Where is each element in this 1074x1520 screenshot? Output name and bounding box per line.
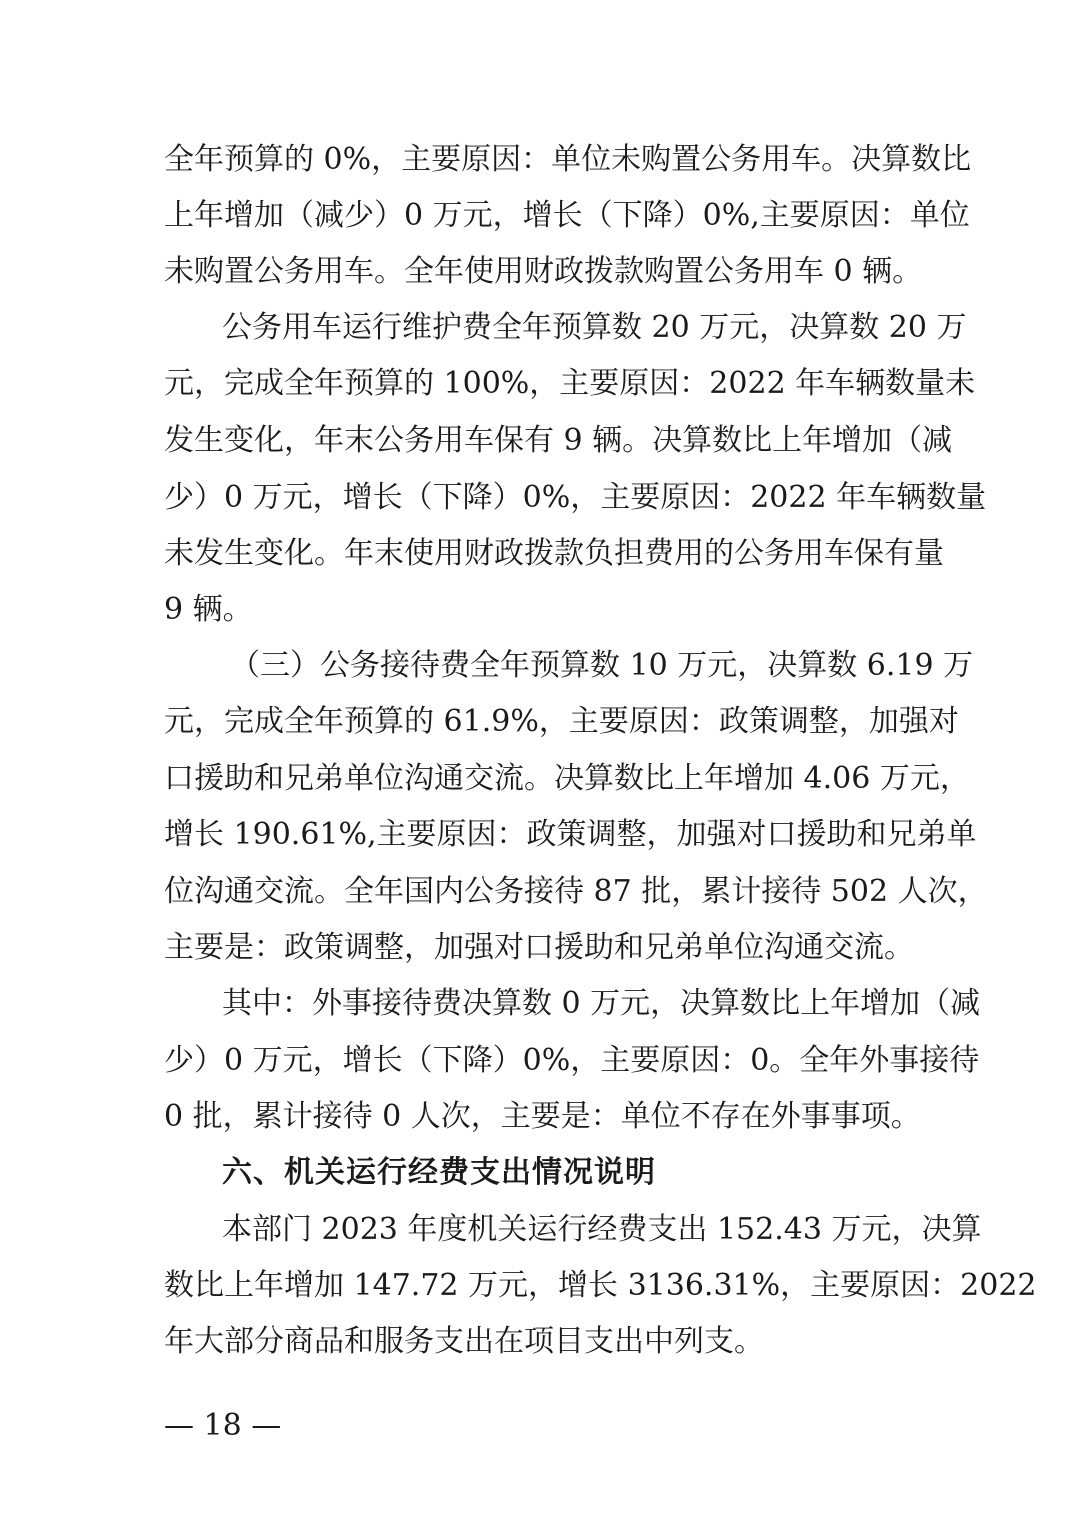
paragraph-line: 口援助和兄弟单位沟通交流。决算数比上年增加 4.06 万元， — [164, 761, 970, 796]
paragraph-line: 年大部分商品和服务支出在项目支出中列支。 — [164, 1324, 764, 1359]
page-number: — 18 — — [164, 1408, 282, 1443]
paragraph-line: 少）0 万元，增长（下降）0%，主要原因：2022 年车辆数量 — [164, 480, 987, 515]
paragraph-line: 位沟通交流。全年国内公务接待 87 批，累计接待 502 人次， — [164, 874, 988, 909]
section-heading: 六、机关运行经费支出情况说明 — [222, 1155, 656, 1190]
paragraph-line: 其中：外事接待费决算数 0 万元，决算数比上年增加（减 — [222, 986, 981, 1021]
paragraph-line: 元，完成全年预算的 100%，主要原因：2022 年车辆数量未 — [164, 366, 976, 401]
paragraph-line: 主要是：政策调整，加强对口援助和兄弟单位沟通交流。 — [164, 930, 914, 965]
paragraph-line: 全年预算的 0%，主要原因：单位未购置公务用车。决算数比 — [164, 142, 972, 177]
paragraph-line: 本部门 2023 年度机关运行经费支出 152.43 万元，决算 — [222, 1212, 982, 1247]
paragraph-line: 上年增加（减少）0 万元，增长（下降）0%,主要原因：单位 — [164, 198, 970, 233]
paragraph-line: 0 批，累计接待 0 人次，主要是：单位不存在外事事项。 — [164, 1099, 921, 1134]
paragraph-line: 发生变化，年末公务用车保有 9 辆。决算数比上年增加（减 — [164, 423, 953, 458]
paragraph-line: 未发生变化。年末使用财政拨款负担费用的公务用车保有量 — [164, 536, 944, 571]
paragraph-line: 公务用车运行维护费全年预算数 20 万元，决算数 20 万 — [222, 310, 967, 345]
paragraph-line: （三）公务接待费全年预算数 10 万元，决算数 6.19 万 — [230, 648, 974, 683]
paragraph-line: 增长 190.61%,主要原因：政策调整，加强对口援助和兄弟单 — [164, 817, 977, 852]
paragraph-line: 9 辆。 — [164, 592, 253, 627]
paragraph-line: 数比上年增加 147.72 万元，增长 3136.31%，主要原因：2022 — [164, 1268, 1037, 1303]
paragraph-line: 少）0 万元，增长（下降）0%，主要原因：0。全年外事接待 — [164, 1043, 980, 1078]
paragraph-line: 元，完成全年预算的 61.9%，主要原因：政策调整，加强对 — [164, 704, 959, 739]
paragraph-line: 未购置公务用车。全年使用财政拨款购置公务用车 0 辆。 — [164, 254, 923, 289]
